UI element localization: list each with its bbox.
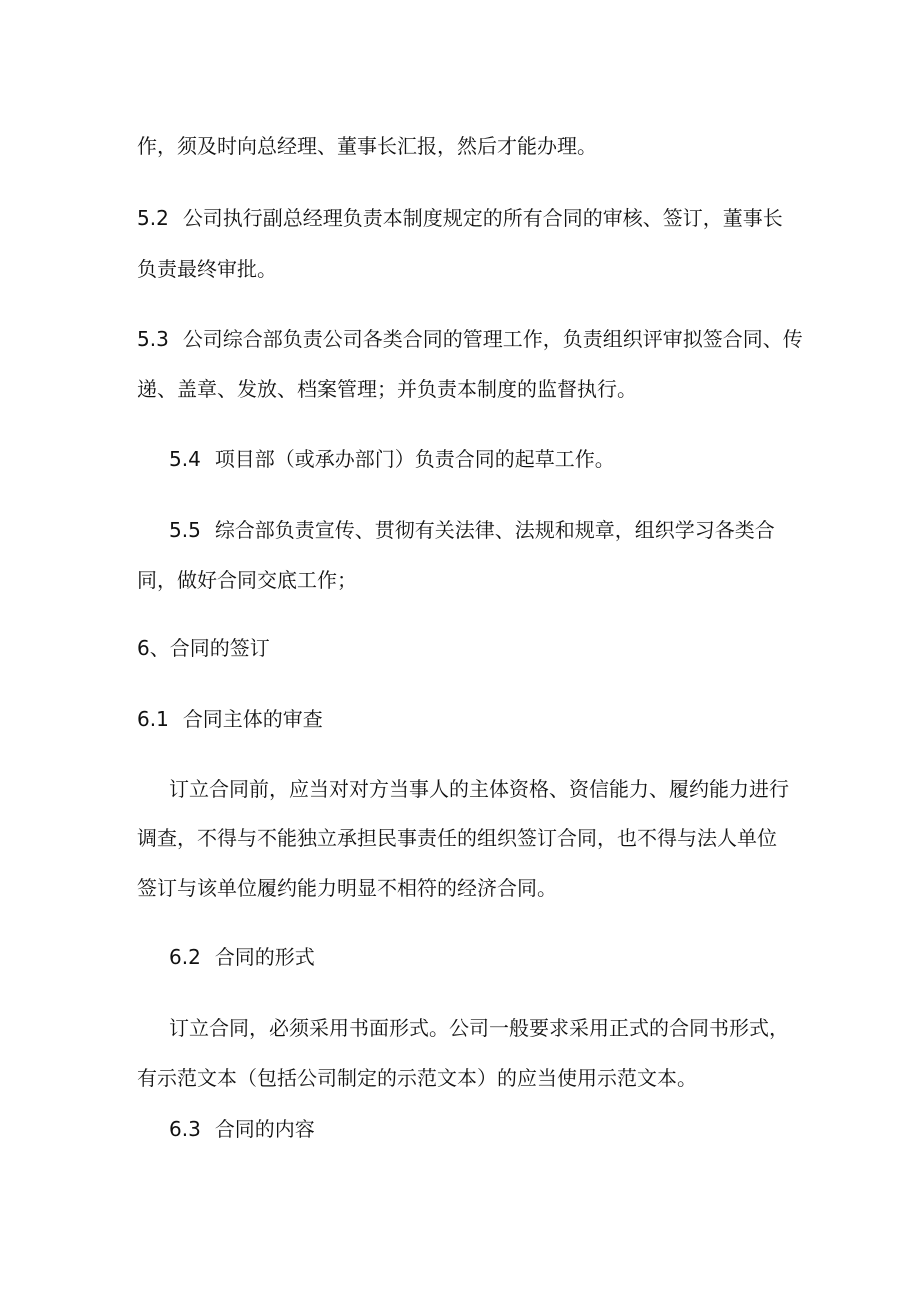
clause-6-1-heading: 6.1 合同主体的审查 [137,707,323,731]
paragraph-6-2-line-2: 有示范文本（包括公司制定的示范文本）的应当使用示范文本。 [137,1066,697,1090]
clause-number: 5.5 [169,518,201,542]
paragraph-6-2-line-1: 订立合同，必须采用书面形式。公司一般要求采用正式的合同书形式， [169,1016,789,1040]
clause-number: 6.3 [169,1117,201,1141]
clause-5-4-line-1: 5.4 项目部（或承办部门）负责合同的起草工作。 [169,447,615,471]
clause-5-3-line-1: 5.3 公司综合部负责公司各类合同的管理工作，负责组织评审拟签合同、传 [137,327,803,351]
clause-6-3-heading: 6.3 合同的内容 [169,1117,315,1141]
paragraph-line: 作，须及时向总经理、董事长汇报，然后才能办理。 [137,134,597,158]
clause-number: 5.3 [137,327,169,351]
clause-5-5-line-2: 同，做好合同交底工作； [137,568,357,592]
clause-5-2-line-2: 负责最终审批。 [137,257,277,281]
clause-5-2-line-1: 5.2 公司执行副总经理负责本制度规定的所有合同的审核、签订，董事长 [137,206,783,230]
clause-6-2-heading: 6.2 合同的形式 [169,945,315,969]
paragraph-6-1-line-2: 调查，不得与不能独立承担民事责任的组织签订合同，也不得与法人单位 [137,826,777,850]
clause-number: 6.2 [169,945,201,969]
clause-number: 6.1 [137,707,169,731]
paragraph-6-1-line-3: 签订与该单位履约能力明显不相符的经济合同。 [137,876,557,900]
clause-number: 5.2 [137,206,169,230]
section-6-heading: 6、合同的签订 [137,636,270,660]
clause-5-3-line-2: 递、盖章、发放、档案管理；并负责本制度的监督执行。 [137,377,637,401]
paragraph-6-1-line-1: 订立合同前，应当对对方当事人的主体资格、资信能力、履约能力进行 [169,777,789,801]
clause-5-5-line-1: 5.5 综合部负责宣传、贯彻有关法律、法规和规章，组织学习各类合 [169,518,775,542]
clause-number: 5.4 [169,447,201,471]
